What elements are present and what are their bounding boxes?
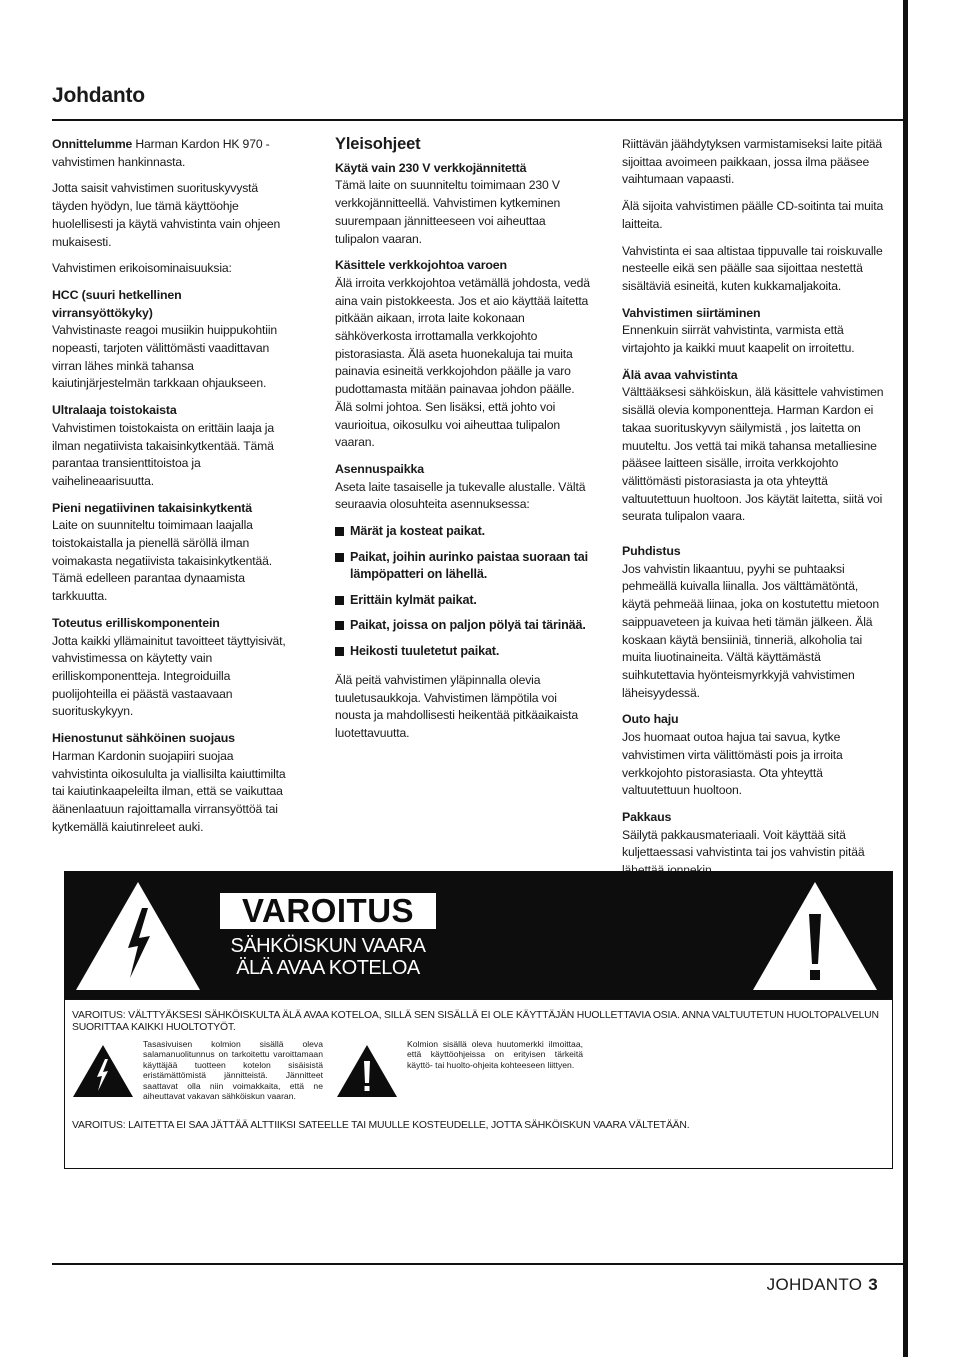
warning-notice-shock: VAROITUS: VÄLTTYÄKSESI SÄHKÖISKULTA ÄLÄ AVAA KOTELOA, SILLÄ SEN SISÄLLÄ EI OLE KÄYTTÄJÄN HUOLLETTAVIA OSIA. ANNA VALTUUTETUN HUOLTOPALVELUN SUORITTAA KAIKKI HUOLTOTYÖT. xyxy=(72,1010,879,1033)
feature-heading-hcc: HCC (suuri hetkellinen virransyöttökyky) xyxy=(52,287,182,320)
bullet-square-icon xyxy=(335,553,344,562)
care-heading-do-not-open: Älä avaa vahvistinta xyxy=(622,367,738,382)
exclamation-symbol-icon xyxy=(335,1043,399,1099)
lightning-warning-icon xyxy=(72,878,204,994)
feature-body-discrete: Jotta kaikki yllämainitut tavoitteet täyttyisivät, vahvistimessa on käytetty vain erilliskomponentteja. Integroiduilla puolijohteilla ei päästä vastaavaan suorituskykyyn. xyxy=(52,633,286,719)
general-body-voltage: Tämä laite on suunniteltu toimimaan 230 V verkkojännitteellä. Vahvistimen kytkeminen suurempaan jännitteeseen voi aiheuttaa tulipalon vaaran. xyxy=(335,178,561,246)
general-heading-cord: Käsittele verkkojohtoa varoen xyxy=(335,258,507,273)
general-heading-voltage: Käytä vain 230 V verkkojännitettä xyxy=(335,160,527,175)
care-body-moving: Ennenkuin siirrät vahvistinta, varmista että virtajohto ja kaikki muut kaapelit on irroitettu. xyxy=(622,323,855,356)
list-item: Paikat, joihin aurinko paistaa suoraan tai lämpöpatteri on lähellä. xyxy=(335,549,590,584)
warning-notice-box xyxy=(64,999,893,1169)
page-number: 3 xyxy=(868,1275,878,1294)
cooling-note: Riittävän jäähdytyksen varmistamiseksi laite pitää sijoittaa avoimeen paikkaan, jossa ilma pääsee vaihtumaan vapaasti. xyxy=(622,137,883,187)
care-body-cleaning: Jos vahvistin likaantuu, pyyhi se puhtaaksi pehmeällä kuivalla liinalla. Jos välttämätöntä, käytä pehmeää liinaa, joka on kostutettu mietoon saippuaveteen ja kuivaa heti tämän jälkeen. Älä koskaan käytä bensiiniä, tinneriä, alkoholia tai muita liuotinaineita. Vältä käyttämästä suihkutettavia hyönteismyrkkyjä vahvistimen läheisyydessä. xyxy=(622,561,880,700)
intro-lead: Onnittelumme xyxy=(52,137,133,151)
column-care xyxy=(622,136,884,889)
exclamation-warning-icon xyxy=(749,878,881,994)
warning-banner xyxy=(64,871,893,999)
feature-heading-protection: Hienostunut sähköinen suojaus xyxy=(52,731,235,746)
ventilation-note: Älä peitä vahvistimen yläpinnalla olevia tuuletusaukkoja. Vahvistimen lämpötila voi nousta ja mahdollisesti heikentää pitkäaikaista luotettavuutta. xyxy=(335,673,578,741)
general-title: Yleisohjeet xyxy=(335,135,421,153)
care-body-odor: Jos huomaat outoa hajua tai savua, kytke vahvistimen virta välittömästi pois ja irroita verkkojohto pistorasiasta. Ota yhteyttä valtuutettuun huoltoon. xyxy=(622,730,843,798)
lightning-symbol-icon xyxy=(71,1043,135,1099)
care-heading-cleaning: Puhdistus xyxy=(622,544,681,559)
liquid-note: Vahvistinta ei saa altistaa tippuvalle tai roiskuvalle nesteelle eikä sen päälle saa sijoittaa nestettä sisältäviä esineitä, kuten kukkamaljakoita. xyxy=(622,243,883,293)
intro-paragraph-2: Jotta saisit vahvistimen suorituskyvystä täyden hyödyn, lue tämä käyttöohje huolellisesti ja käytä vahvistinta vain ohjeen mukaisesti. xyxy=(52,181,281,249)
bullet-square-icon xyxy=(335,596,344,605)
feature-heading-bandwidth: Ultralaaja toistokaista xyxy=(52,403,177,418)
care-heading-odor: Outo haju xyxy=(622,712,679,727)
placement-avoid-list xyxy=(335,523,590,660)
feature-body-bandwidth: Vahvistimen toistokaista on erittäin laaja ja ilman negatiivista takaisinkytkentää. Tämä parantaa transienttitoistoa ja vaihelineaarisuutta. xyxy=(52,420,274,488)
section-title: Johdanto xyxy=(52,84,145,107)
list-item: Erittäin kylmät paikat. xyxy=(335,592,590,610)
list-item: Paikat, joissa on paljon pölyä tai tärinää. xyxy=(335,617,590,635)
feature-body-protection: Harman Kardonin suojapiiri suojaa vahvistinta oikosululta ja viallisilta kaiuttimilta tai kaiutinkaapeleilta ilman, että se vaikuttaa äänenlaatuun rajoittamalla virransyöttöä tai kytkemällä kaiutinreleet auki. xyxy=(52,748,286,834)
general-body-placement: Aseta laite tasaiselle ja tukevalle alustalle. Vältä seuraavia olosuhteita asennuksessa: xyxy=(335,479,586,512)
care-heading-moving: Vahvistimen siirtäminen xyxy=(622,305,761,320)
footer-section-label: JOHDANTO xyxy=(766,1275,863,1294)
top-rule xyxy=(52,119,903,121)
bullet-square-icon xyxy=(335,527,344,536)
page-edge-bar xyxy=(903,0,908,1357)
warning-subtitle: SÄHKÖISKUN VAARA ÄLÄ AVAA KOTELOA xyxy=(230,935,426,979)
column-intro xyxy=(52,136,292,845)
features-intro: Vahvistimen erikoisominaisuuksia: xyxy=(52,261,232,276)
exclamation-symbol-explanation: Kolmion sisällä oleva huutomerkki ilmoittaa, että käyttöohjeissa on erityisen tärkeitä käyttö- tai huolto-ohjeita kohteeseen liittyen. xyxy=(407,1039,583,1070)
warning-title: VAROITUS xyxy=(220,893,436,929)
list-item: Heikosti tuuletetut paikat. xyxy=(335,643,590,661)
stacking-note: Älä sijoita vahvistimen päälle CD-soitinta tai muita laitteita. xyxy=(622,199,884,231)
page-footer xyxy=(767,1275,878,1295)
bullet-square-icon xyxy=(335,621,344,630)
intro-rest: Harman Kardon HK 970 -vahvistimen hankinnasta. xyxy=(52,137,270,169)
general-body-cord: Älä irroita verkkojohtoa vetämällä johdosta, vedä aina vain pistokkeesta. Jos et aio käyttää laitetta pitkään aikaan, irrota laite kokonaan sähköverkosta irrottamalla verkkojohto pistorasiasta. Älä aseta huonekaluja tai muita painavia esineitä verkkojohdon päälle ja varo pudottamasta mitään painavaa johdon päälle. Älä solmi johtoa. Sen lisäksi, että johto voi vaurioitua, oikosulku voi aiheuttaa tulipalon vaaran. xyxy=(335,275,590,450)
bullet-square-icon xyxy=(335,647,344,656)
feature-heading-discrete: Toteutus erilliskomponentein xyxy=(52,615,220,630)
feature-body-hcc: Vahvistinaste reagoi musiikin huippukohtiin nopeasti, tarjoten välittömästi vaadittavan virran lähes minkä tahansa kaiutinjärjestelmän tarkkaan ohjaukseen. xyxy=(52,323,278,391)
bottom-rule xyxy=(52,1263,903,1265)
intro-paragraph xyxy=(52,136,292,171)
lightning-symbol-explanation: Tasasivuisen kolmion sisällä oleva salamanuolitunnus on tarkoitettu varoittamaan käyttäjää tuotteen kotelon sisäisistä eristämättömistä jännitteistä. Jännitteet saattavat olla niin voimakkaita, että ne aiheuttavat vakavan sähköiskun vaaran. xyxy=(143,1039,323,1102)
warning-notice-moisture: VAROITUS: LAITETTA EI SAA JÄTTÄÄ ALTTIIKSI SATEELLE TAI MUULLE KOSTEUDELLE, JOTTA SÄHKÖISKUN VAARA VÄLTETÄÄN. xyxy=(72,1120,690,1131)
general-heading-placement: Asennuspaikka xyxy=(335,461,424,476)
column-general xyxy=(335,136,590,752)
care-heading-packaging: Pakkaus xyxy=(622,809,672,824)
feature-body-feedback: Laite on suunniteltu toimimaan laajalla toistokaistalla ja pienellä säröllä ilman voimakasta negatiivista takaisinkytkentää. Tämä edelleen parantaa dynaamista tarkkuutta. xyxy=(52,518,272,604)
care-body-packaging: Säilytä pakkausmateriaali. Voit käyttää sitä kuljettaessasi vahvistinta tai jos vahvistin pitää xyxy=(622,827,865,860)
list-item: Märät ja kosteat paikat. xyxy=(335,523,590,541)
care-body-do-not-open: Välttääksesi sähköiskun, älä käsittele vahvistimen sisällä olevia komponentteja. Harman Kardon ei takaa suorituskyvyn säilymistä , jos laitetta on muuteltu. Jos vettä tai mikä tahansa metalliesine pääsee laitteen sisälle, irroita verkkojohto välittömästi pistorasiasta ja ota yhteyttä valtuutettuun huoltoon. Jos käytät laitetta, siitä voi seurata tulipalon vaara. xyxy=(622,385,884,524)
feature-heading-feedback: Pieni negatiivinen takaisinkytkentä xyxy=(52,500,252,515)
